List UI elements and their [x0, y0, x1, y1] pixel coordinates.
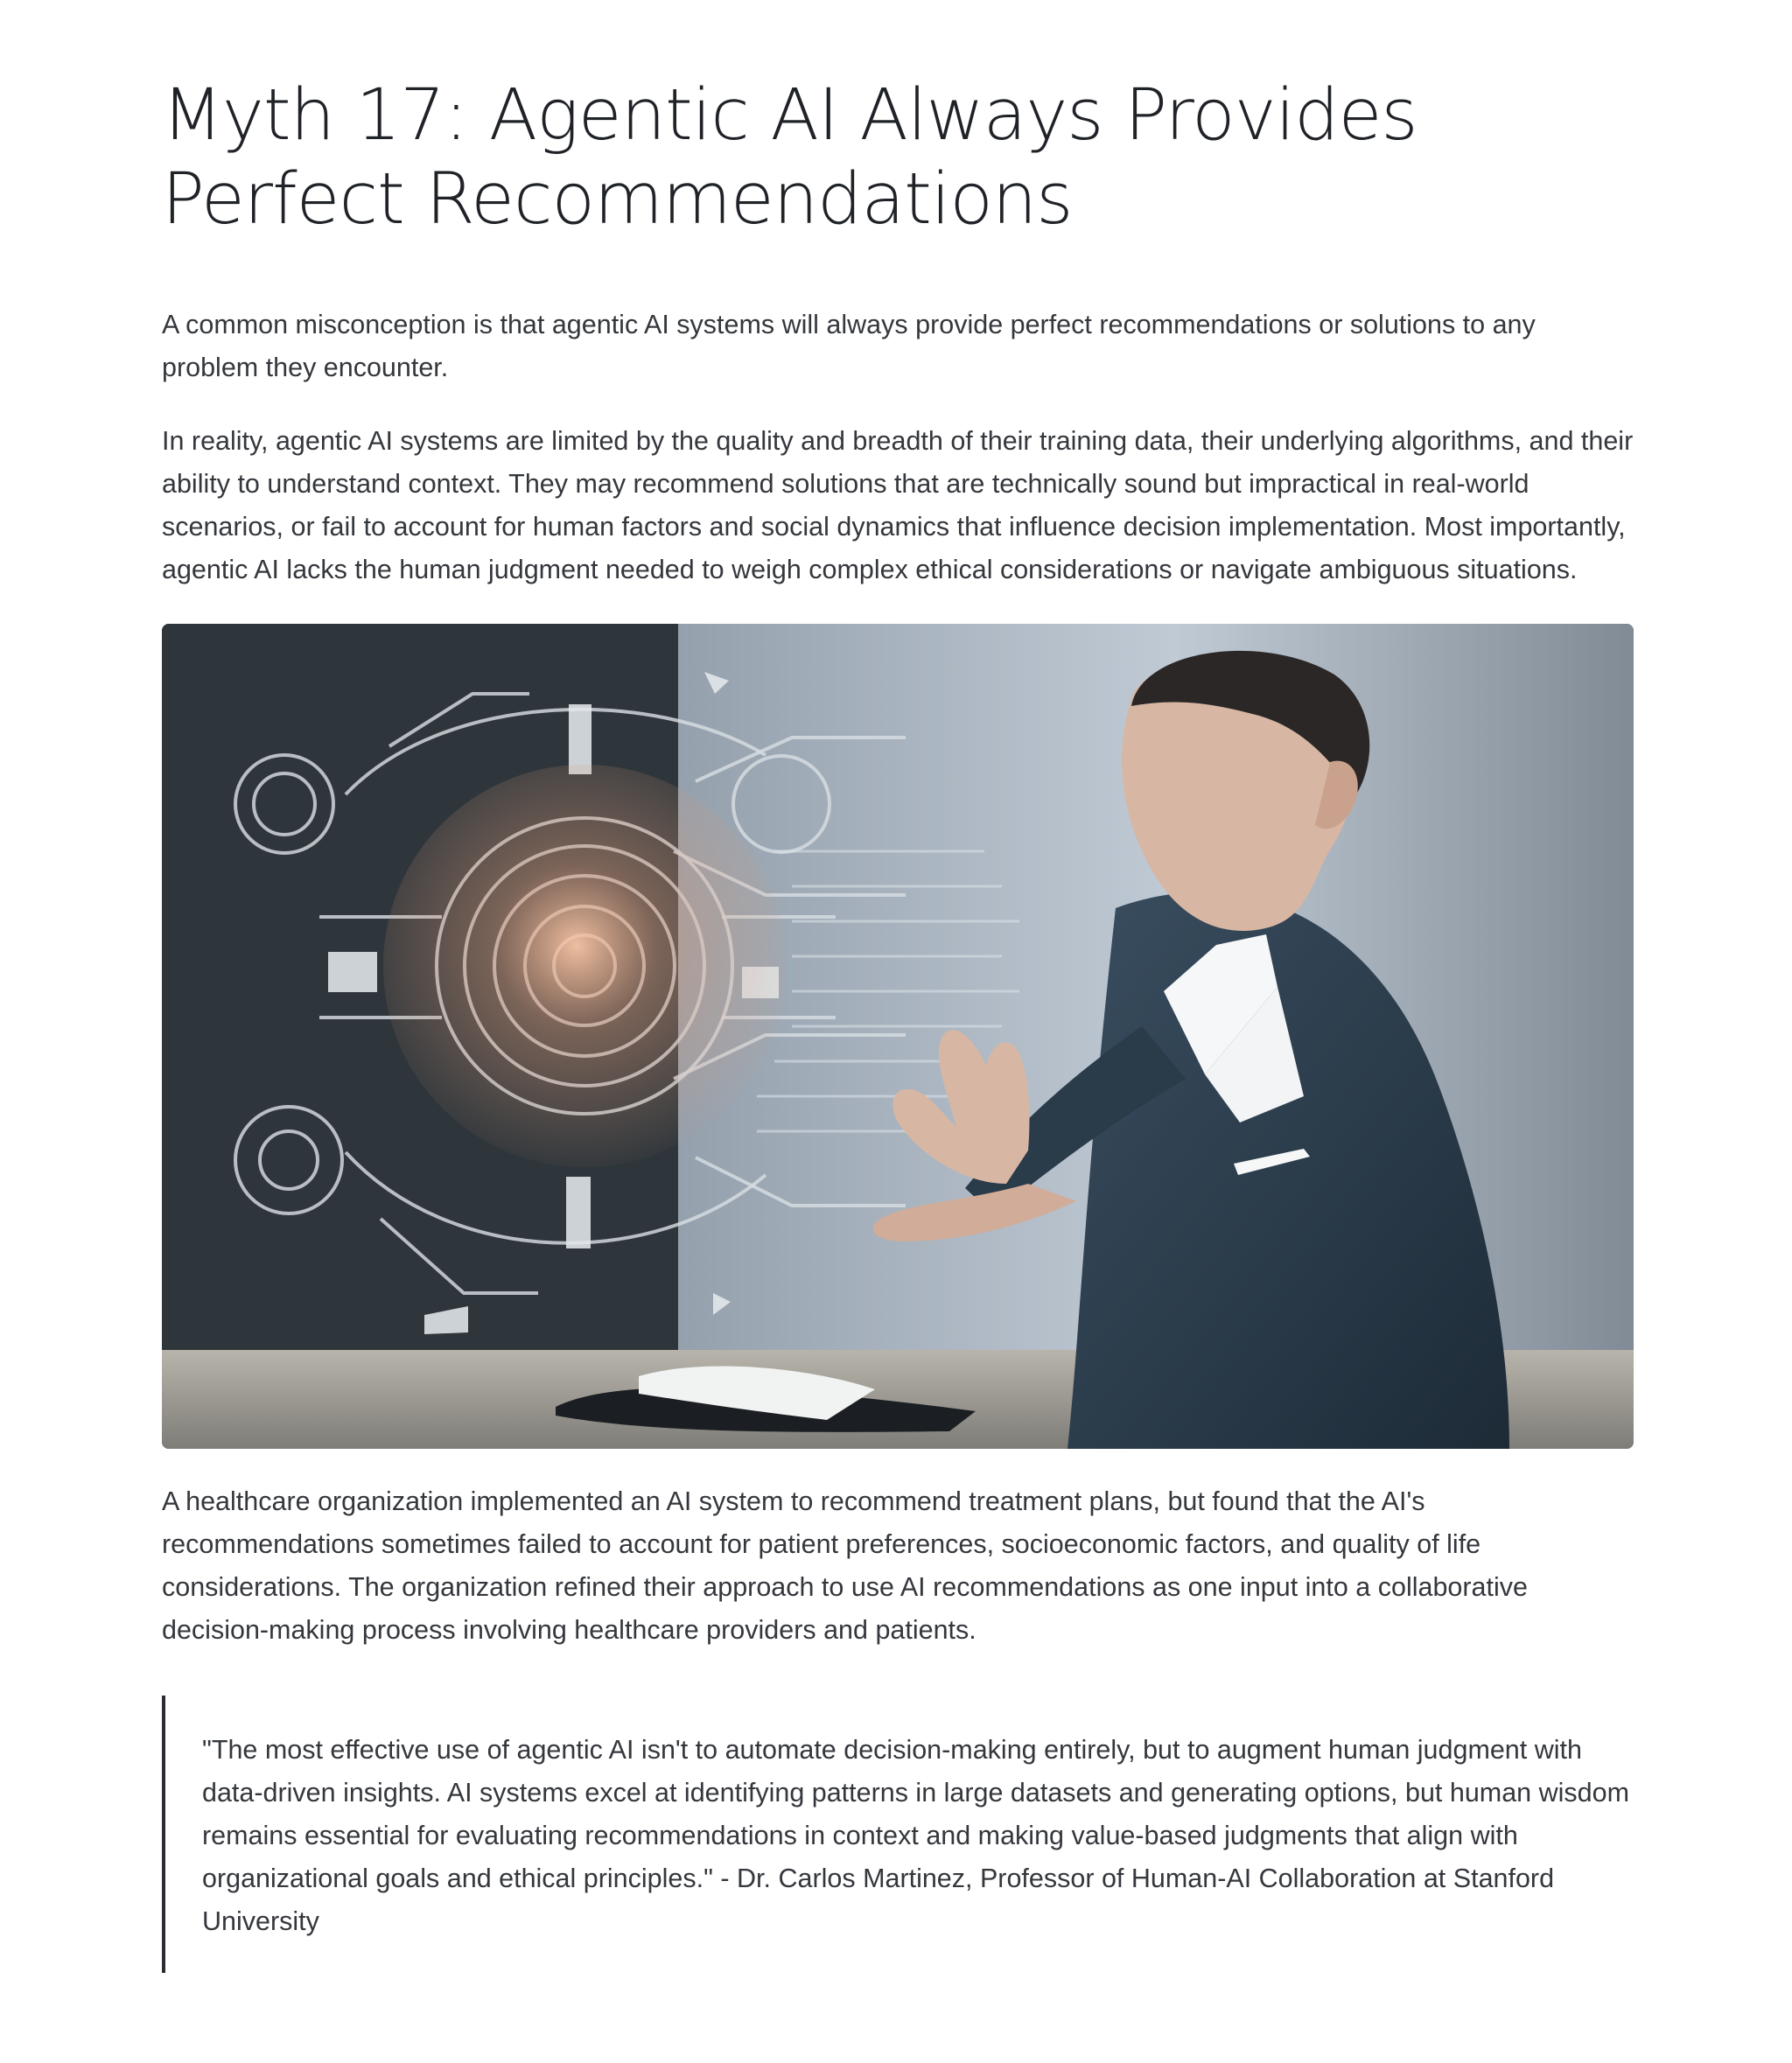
businessman-interacting-with-ai-hologram-illustration: [162, 624, 1634, 1449]
healthcare-example-paragraph: A healthcare organization implemented an AI system to recommend treatment plans, but found that the AI's recommendations sometimes failed to account for patient preferences, socioeconomic factors, and quality of life considerations. The organization refined their approach to use AI recommendations as one input into a collaborative decision-making process involving healthcare providers and patients.: [162, 1486, 1528, 1645]
intro-paragraph: A common misconception is that agentic AI systems will always provide perfect recommendations or solutions to any problem they encounter.: [162, 310, 1536, 382]
article: [162, 73, 1634, 1973]
hero-image: [162, 624, 1634, 1449]
reality-paragraph: In reality, agentic AI systems are limited by the quality and breadth of their training data, their underlying algorithms, and their ability to understand context. They may recommend solutions that are technically sound but impractical in real-world scenarios, or fail to account for human factors and social dynamics that influence decision implementation. Most importantly, agentic AI lacks the human judgment needed to weigh complex ethical considerations or navigate ambiguous situations.: [162, 426, 1634, 584]
article-title: Myth 17: Agentic AI Always Provides Perfect Recommendations: [162, 74, 1418, 241]
pull-quote: [162, 1696, 1634, 1973]
quote-text: "The most effective use of agentic AI isn't to automate decision-making entirely, but to augment human judgment with data-driven insights. AI systems excel at identifying patterns in large datasets and generating options, but human wisdom remains essential for evaluating recommendations in context and making value-based judgments that align with organizational goals and ethical principles." - Dr. Carlos Martinez, Professor of Human-AI Collaboration at Stanford University: [202, 1735, 1629, 1936]
